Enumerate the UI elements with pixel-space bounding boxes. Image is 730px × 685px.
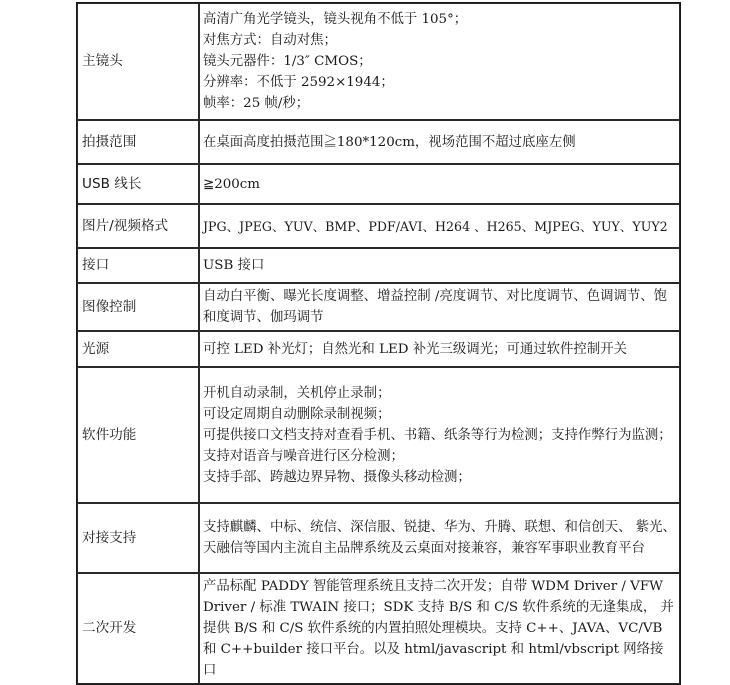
spec-row-usb-length	[77, 164, 680, 204]
value-text: ≧200cm	[203, 176, 260, 192]
row-value	[199, 503, 680, 573]
row-value	[199, 331, 680, 367]
value-text: 在桌面高度拍摄范围≧180*120cm，视场范围不超过底座左侧	[203, 134, 576, 150]
row-label: USB 线长	[77, 164, 199, 204]
spec-row-interface	[77, 248, 680, 283]
row-label: 图像控制	[77, 283, 199, 331]
row-value	[199, 120, 680, 164]
value-line: 帧率：25 帧/秒；	[203, 96, 310, 111]
value-line: 对焦方式：自动对焦；	[203, 33, 337, 48]
value-text: 产品标配 PADDY 智能管理系统且支持二次开发；自带 WDM Driver / VFW Driver / 标准 TWAIN 接口；SDK 支持 B/S 和 C/S 软件系统的无逢集成， 并提供 B/S 和 C/S 软件系统的内置拍照处理模块。支持 C++、JAVA、VC/VB 和 C++builder 接口平台。以及 html/javascript 和 html/vbscript 网络接口	[203, 579, 674, 678]
spec-row-light-source	[77, 331, 680, 367]
spec-row-main-lens	[77, 3, 680, 120]
value-line: 可提供接口文档支持对查看手机、书籍、纸条等行为检测；支持作弊行为监测；	[203, 427, 672, 443]
value-line: 镜头元器件：1/3″ CMOS；	[203, 54, 372, 69]
row-value	[199, 283, 680, 331]
spec-row-software	[77, 367, 680, 503]
row-label: 拍摄范围	[77, 120, 199, 164]
row-label: 软件功能	[77, 367, 199, 503]
row-value	[199, 573, 680, 684]
value-text: 自动白平衡、曝光长度调整、增益控制 /亮度调节、对比度调节、色调调节、饱和度调节、伽玛调节	[203, 289, 668, 325]
value-line: 开机自动录制，关机停止录制；	[203, 385, 391, 401]
value-line: 支持对语音与噪音进行区分检测；	[203, 448, 404, 464]
row-label: 光源	[77, 331, 199, 367]
value-text: JPG、JPEG、YUV、BMP、PDF/AVI、H264 、H265、MJPEG、YUY、YUY2	[203, 218, 668, 234]
value-text: USB 接口	[203, 258, 265, 273]
row-label: 二次开发	[77, 573, 199, 684]
row-value	[199, 367, 680, 503]
value-text: 支持麒麟、中标、统信、深信服、锐捷、华为、升腾、联想、和信创天、 紫光、天融信等国内主流自主品牌系统及云桌面对接兼容，兼容军事职业教育平台	[203, 520, 676, 556]
spec-row-integration	[77, 503, 680, 573]
spec-row-image-control	[77, 283, 680, 331]
value-line: 分辨率：不低于 2592×1944；	[203, 75, 394, 90]
value-line: 高清广角光学镜头，镜头视角不低于 105°；	[203, 12, 468, 27]
spec-row-shooting-range	[77, 120, 680, 164]
value-text: 可控 LED 补光灯；自然光和 LED 补光三级调光；可通过软件控制开关	[203, 341, 627, 357]
row-label: 图片/视频格式	[77, 204, 199, 248]
row-value	[199, 248, 680, 283]
row-value	[199, 3, 680, 120]
value-line: 支持手部、跨越边界异物、摄像头移动检测；	[203, 469, 471, 485]
row-label: 接口	[77, 248, 199, 283]
spec-row-secondary-dev	[77, 573, 680, 684]
value-line: 可设定周期自动删除录制视频；	[203, 406, 391, 422]
spec-row-formats	[77, 204, 680, 248]
row-label: 主镜头	[77, 3, 199, 120]
spec-table	[76, 2, 681, 685]
row-label: 对接支持	[77, 503, 199, 573]
row-value	[199, 204, 680, 248]
row-value	[199, 164, 680, 204]
